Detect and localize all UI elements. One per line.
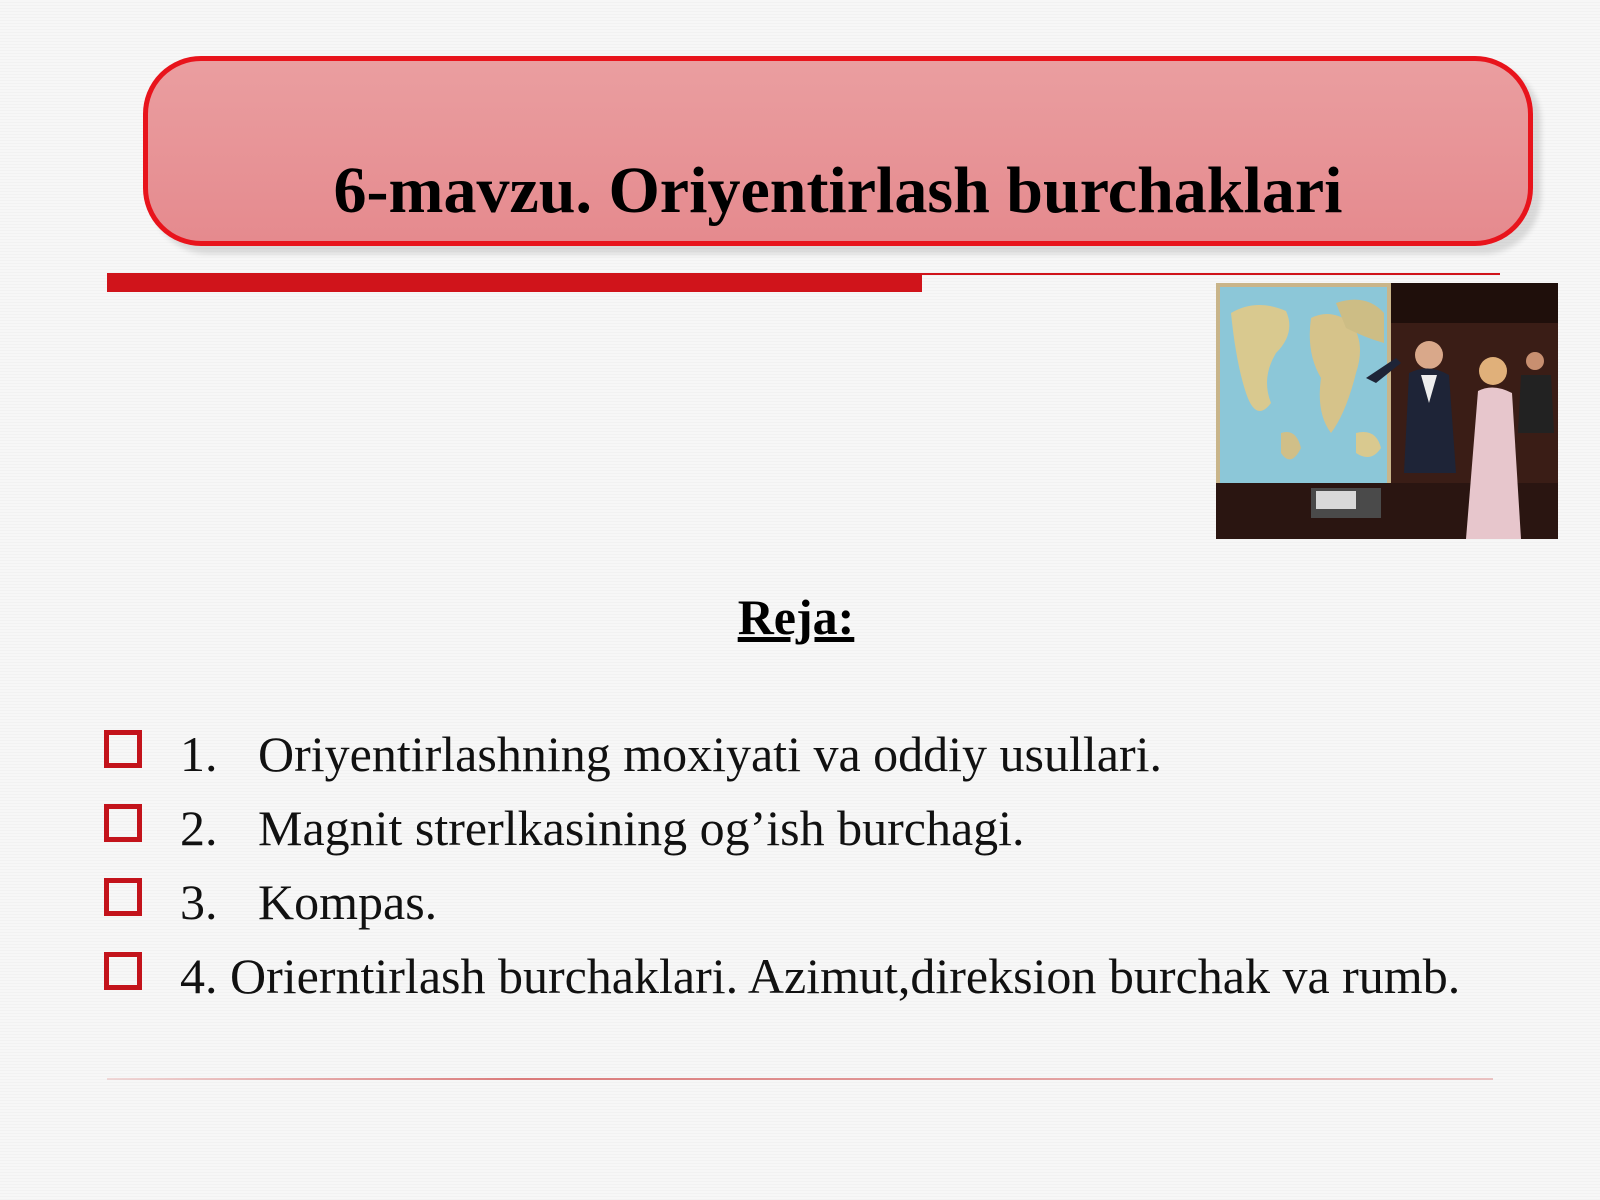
plan-item-number: 3. (180, 874, 218, 930)
plan-item-1 (100, 722, 1540, 787)
plan-item-text: Magnit strerlkasining og’ish burchagi. (258, 800, 1025, 856)
plan-list (100, 722, 1540, 1018)
plan-heading: Reja: (737, 589, 855, 645)
accent-bar-thick (107, 273, 922, 292)
map-photo (1216, 283, 1558, 539)
plan-item-number: 2. (180, 800, 218, 856)
plan-item-text: Kompas. (258, 874, 438, 930)
plan-item-4 (100, 944, 1540, 1009)
plan-item-3 (100, 870, 1540, 935)
footer-divider (107, 1078, 1493, 1080)
plan-item-text: Oriyentirlashning moxiyati va oddiy usullari. (258, 726, 1163, 782)
plan-item-number: 1. (180, 726, 218, 782)
hollow-square-icon (104, 878, 142, 916)
accent-bar-thin (922, 273, 1500, 275)
hollow-square-icon (104, 952, 142, 990)
slide-title: 6-mavzu. Oriyentirlash burchaklari (333, 154, 1343, 227)
plan-item-2 (100, 796, 1540, 861)
plan-item-text: 4. Orierntirlash burchaklari. Azimut,direksion burchak va rumb. (180, 948, 1461, 1004)
hollow-square-icon (104, 730, 142, 768)
title-banner (143, 56, 1533, 246)
hollow-square-icon (104, 804, 142, 842)
